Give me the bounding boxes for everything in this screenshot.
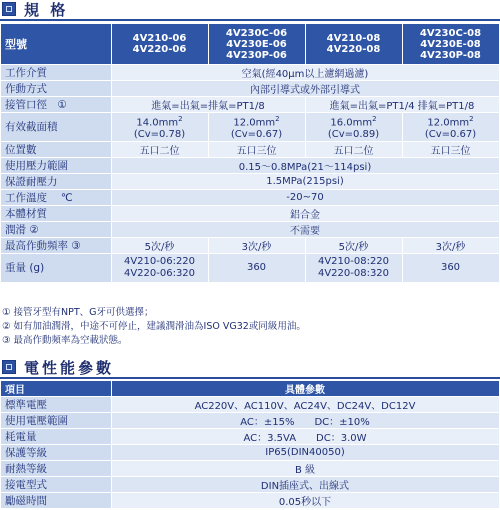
model-col-1-line: 4V210-06: [132, 33, 187, 44]
square-bullet-icon: [2, 360, 16, 374]
row-label: 使用壓力範圍: [1, 158, 111, 174]
model-col-4-line: 4V230P-08: [420, 49, 481, 61]
position-cell: 五口三位: [208, 142, 305, 158]
area-cell-4: [402, 113, 499, 142]
row-label: 保護等級: [1, 445, 111, 461]
row-label: 作動方式: [1, 81, 111, 97]
row-value: 內部引導式或外部引導式: [111, 81, 499, 97]
model-col-2-line: 4V230P-06: [226, 49, 287, 61]
row-value: AC：3.5VA DC：3.0W: [111, 429, 499, 445]
model-col-4-line: 4V230E-08: [420, 38, 481, 50]
row-value: 0.15～0.8MPa(21～114psi): [111, 158, 499, 174]
row-lubrication: [1, 222, 499, 238]
area-cv: (Cv=0.78): [133, 129, 186, 141]
row-weight: [1, 254, 499, 283]
row-label: 接電型式: [1, 477, 111, 493]
row-value: -20~70: [111, 190, 499, 206]
area-value: $14.0mm^2$: [136, 115, 183, 129]
item-header: 項目: [1, 381, 111, 397]
section-underline: [0, 19, 500, 21]
row-value-right: 進氣=出氣=PT1/4 排氣=PT1/8: [305, 97, 499, 113]
position-cell: 五口三位: [402, 142, 499, 158]
model-col-3: [305, 24, 402, 65]
footnote-2: ② 如有加油潤滑，中途不可停止，建議潤滑油為ISO VG32或同級用油。: [2, 321, 306, 332]
model-col-2: [208, 24, 305, 65]
weight-line: 4V220-08:320: [317, 268, 390, 280]
row-medium: [1, 65, 499, 81]
model-col-3-line: 4V210-08: [326, 33, 381, 44]
row-proof-pressure: [1, 174, 499, 190]
row-port: [1, 97, 499, 113]
electric-header-row: [1, 381, 499, 397]
model-col-2-line: 4V230C-06: [225, 27, 288, 39]
weight-cell-4: 360: [402, 254, 499, 283]
area-cell-3: [305, 113, 402, 142]
electric-row: [1, 445, 499, 461]
section-title-text: 規 格: [24, 0, 69, 19]
row-value: 鋁合金: [111, 206, 499, 222]
weight-cell-3: [305, 254, 402, 283]
area-cell-2: [208, 113, 305, 142]
weight-line: 4V220-06:320: [123, 268, 196, 280]
electric-row: [1, 493, 499, 509]
row-label: 位置數: [1, 142, 111, 158]
electric-row: [1, 413, 499, 429]
area-cv: (Cv=0.67): [230, 129, 283, 141]
weight-cell-1: [111, 254, 208, 283]
model-col-1-line: 4V220-06: [132, 44, 187, 55]
model-label: 型號: [1, 24, 111, 65]
row-material: [1, 206, 499, 222]
row-frequency: [1, 238, 499, 254]
row-value: AC：±15% DC：±10%: [111, 413, 499, 429]
spec-table: [1, 24, 500, 283]
area-value: $12.0mm^2$: [427, 115, 474, 129]
row-value: B 級: [111, 461, 499, 477]
electric-row: [1, 477, 499, 493]
row-label: 工作溫度 ℃: [1, 190, 111, 206]
row-label: 使用電壓範圍: [1, 413, 111, 429]
frequency-cell: 3次/秒: [402, 238, 499, 254]
row-label: 耐熱等級: [1, 461, 111, 477]
row-label: 勵磁時間: [1, 493, 111, 509]
model-col-1: [111, 24, 208, 65]
model-col-4-line: 4V230C-08: [419, 27, 482, 39]
frequency-cell: 5次/秒: [111, 238, 208, 254]
row-label: 標準電壓: [1, 397, 111, 413]
frequency-cell: 5次/秒: [305, 238, 402, 254]
weight-line: 4V210-08:220: [317, 256, 390, 268]
row-label: 潤滑 ②: [1, 222, 111, 238]
param-header: 具體參數: [111, 381, 499, 397]
position-cell: 五口二位: [305, 142, 402, 158]
electric-row: [1, 461, 499, 477]
row-operation: [1, 81, 499, 97]
row-value: IP65(DIN40050): [111, 445, 499, 461]
row-pressure-range: [1, 158, 499, 174]
frequency-cell: 3次/秒: [208, 238, 305, 254]
footnote-1: ① 接管牙型有NPT、G牙可供選擇；: [2, 307, 154, 318]
row-value: 不需要: [111, 222, 499, 238]
spec-header-row: [1, 24, 499, 65]
model-col-2-line: 4V230E-06: [226, 38, 287, 50]
footnote-3: ③ 最高作動頻率為空載狀態。: [2, 335, 128, 346]
electric-row: [1, 397, 499, 413]
area-cv: (Cv=0.89): [327, 129, 380, 141]
row-value-left: 進氣=出氣=排氣=PT1/8: [111, 97, 305, 113]
section-title-spec: [0, 0, 500, 18]
row-value: 1.5MPa(215psi): [111, 174, 499, 190]
model-col-3-line: 4V220-08: [326, 44, 381, 55]
row-label: 耗電量: [1, 429, 111, 445]
weight-cell-2: 360: [208, 254, 305, 283]
weight-line: 4V210-06:220: [123, 256, 196, 268]
section-underline: [0, 377, 500, 379]
area-value: $16.0mm^2$: [330, 115, 377, 129]
row-position: [1, 142, 499, 158]
row-value: DIN插座式、出線式: [111, 477, 499, 493]
row-area: [1, 113, 499, 142]
row-value: 0.05秒以下: [111, 493, 499, 509]
row-label: 保證耐壓力: [1, 174, 111, 190]
row-temperature: [1, 190, 499, 206]
area-value: $12.0mm^2$: [233, 115, 280, 129]
row-label: 接管口徑 ①: [1, 97, 111, 113]
row-label: 有效截面積: [1, 113, 111, 142]
row-label: 本體材質: [1, 206, 111, 222]
model-col-4: [402, 24, 499, 65]
section-title-electric: [0, 358, 500, 376]
electric-row: [1, 429, 499, 445]
row-label: 重量 (g): [1, 254, 111, 283]
square-bullet-icon: [2, 2, 16, 16]
section-title-text: 電性能參數: [24, 358, 115, 377]
row-label: 工作介質: [1, 65, 111, 81]
footnotes: [2, 306, 306, 348]
row-label: 最高作動頻率 ③: [1, 238, 111, 254]
row-value: AC220V、AC110V、AC24V、DC24V、DC12V: [111, 397, 499, 413]
area-cv: (Cv=0.67): [424, 129, 477, 141]
electric-table: [1, 381, 500, 509]
row-value: 空氣(經40μm以上濾網過濾): [111, 65, 499, 81]
position-cell: 五口二位: [111, 142, 208, 158]
area-cell-1: [111, 113, 208, 142]
